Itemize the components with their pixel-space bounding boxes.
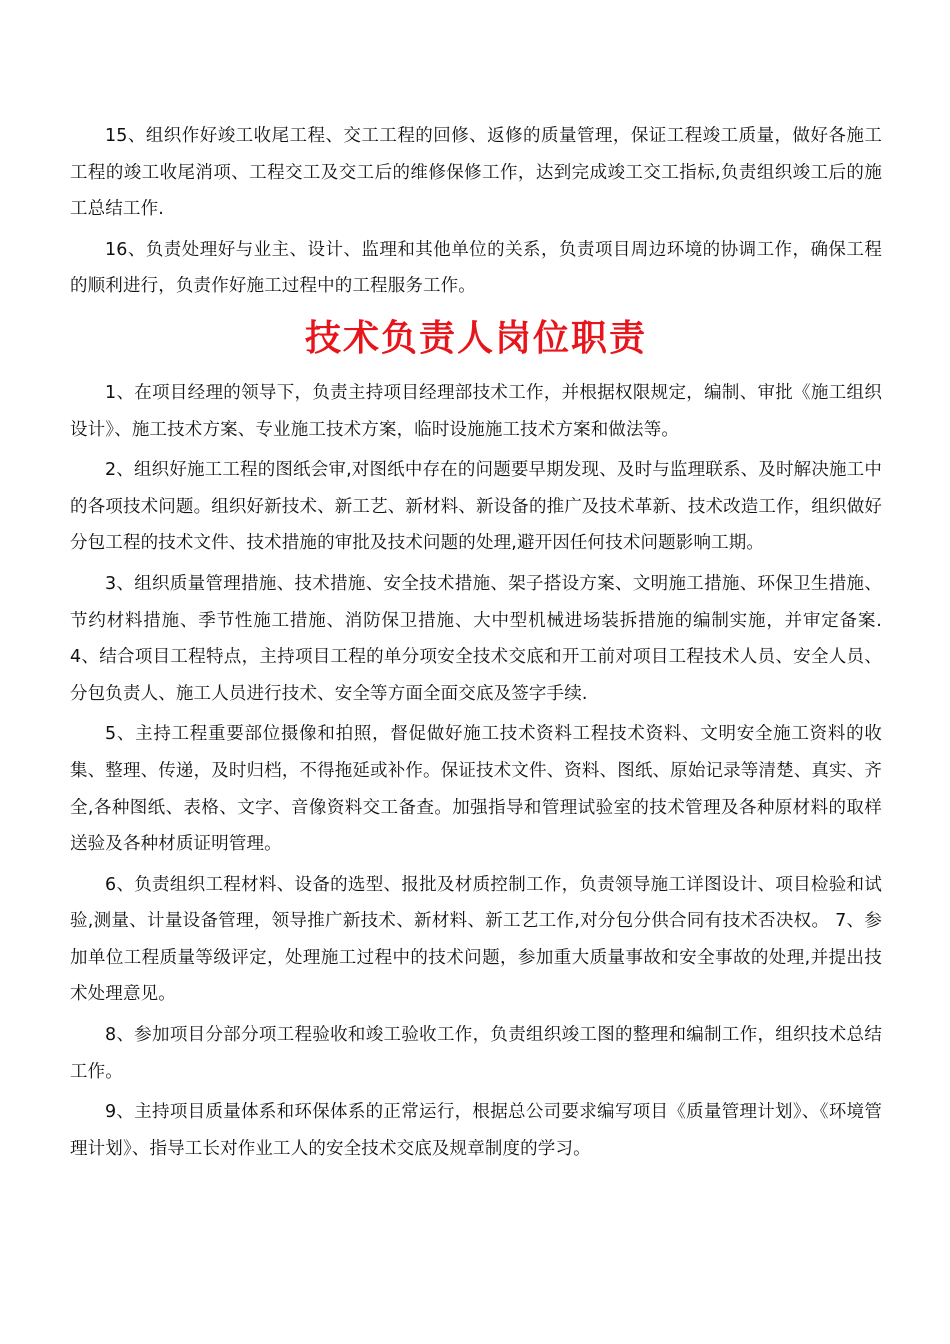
paragraph-item-6-7: 6、负责组织工程材料、设备的选型、报批及材质控制工作，负责领导施工详图设计、项目检验和试验,测量、计量设备管理，领导推广新技术、新材料、新工艺工作,对分包分供合同有技术否决权。 7、参加单位工程质量等级评定，处理施工过程中的技术问题，参加重大质量事故和安全事故的处理,并提出技术处理意见。: [70, 874, 882, 1005]
paragraph-item-1: 1、在项目经理的领导下，负责主持项目经理部技术工作，并根据权限规定，编制、审批《施工组织设计》、施工技术方案、专业施工技术方案，临时设施施工技术方案和做法等。: [70, 382, 882, 440]
section-title: 技术负责人岗位职责: [304, 316, 647, 359]
paragraph-item-3-4: 3、组织质量管理措施、技术措施、安全技术措施、架子搭设方案、文明施工措施、环保卫生措施、节约材料措施、季节性施工措施、消防保卫措施、大中型机械进场装拆措施的编制实施，并审定备案. 4、结合项目工程特点，主持项目工程的单分项安全技术交底和开工前对项目工程技术人员、安全人员、分包负责人、施工人员进行技术、安全等方面全面交底及签字手续.: [70, 573, 882, 704]
document-page: [70, 118, 882, 1171]
paragraph-item-16: 16、负责处理好与业主、设计、监理和其他单位的关系，负责项目周边环境的协调工作，确保工程的顺利进行，负责作好施工过程中的工程服务工作。: [70, 239, 882, 297]
paragraph-item-5: 5、主持工程重要部位摄像和拍照，督促做好施工技术资料工程技术资料、文明安全施工资料的收集、整理、传递，及时归档，不得拖延或补作。保证技术文件、资料、图纸、原始记录等清楚、真实、齐全,各种图纸、表格、文字、音像资料交工备查。加强指导和管理试验室的技术管理及各种原材料的取样送验及各种材质证明管理。: [70, 724, 882, 855]
paragraph-item-8: 8、参加项目分部分项工程验收和竣工验收工作，负责组织竣工图的整理和编制工作，组织技术总结工作。: [70, 1025, 882, 1082]
paragraph-item-15: 15、组织作好竣工收尾工程、交工工程的回修、返修的质量管理，保证工程竣工质量，做好各施工工程的竣工收尾消项、工程交工及交工后的维修保修工作，达到完成竣工交工指标,负责组织竣工后的施工总结工作.: [70, 126, 882, 220]
paragraph-item-9: 9、主持项目质量体系和环保体系的正常运行，根据总公司要求编写项目《质量管理计划》、《环境管理计划》、指导工长对作业工人的安全技术交底及规章制度的学习。: [70, 1102, 882, 1159]
paragraph-item-2: 2、组织好施工工程的图纸会审,对图纸中存在的问题要早期发现、及时与监理联系、及时解决施工中的各项技术问题。组织好新技术、新工艺、新材料、新设备的推广及技术革新、技术改造工作，组织做好分包工程的技术文件、技术措施的审批及技术问题的处理,避开因任何技术问题影响工期。: [70, 460, 882, 554]
